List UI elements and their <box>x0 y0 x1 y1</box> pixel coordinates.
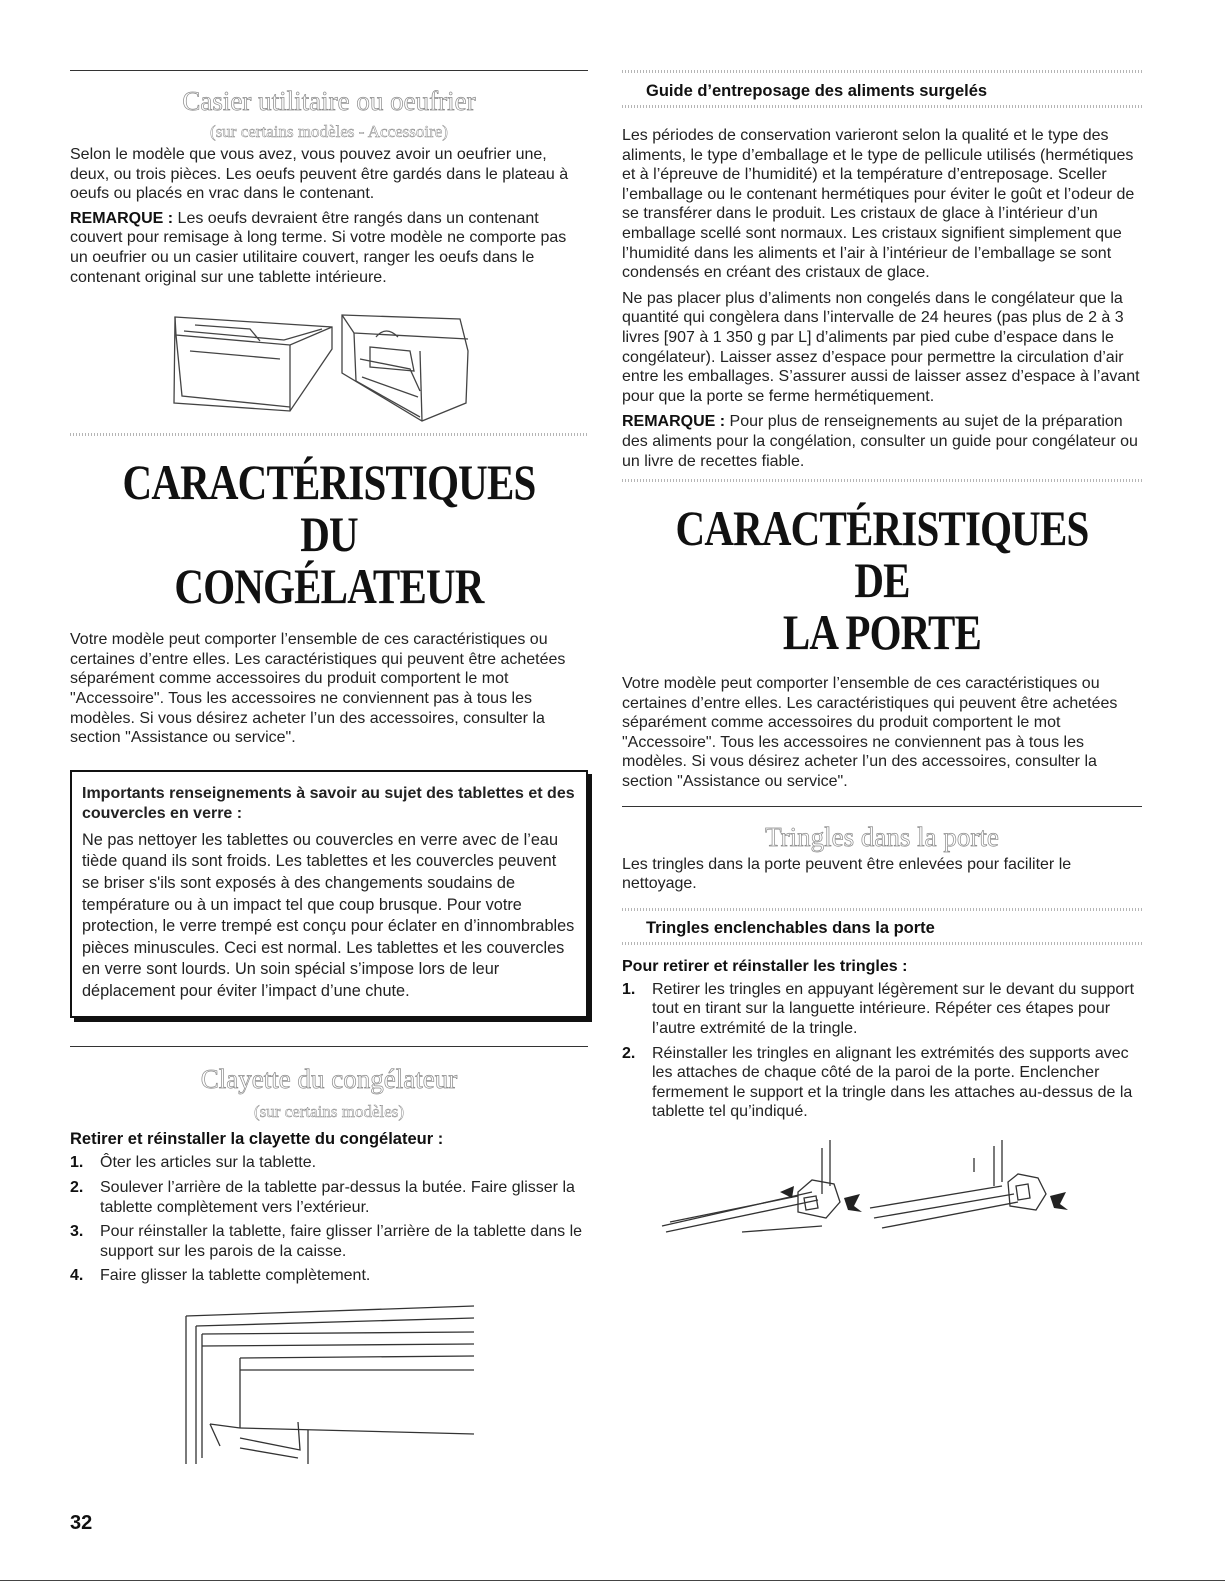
list-item: 1. Retirer les tringles en appuyant légèrement sur le devant du support tout en tirant sur la languette intérieure. Répéter ces étapes pour l’autre extrémité de la tringle. <box>622 980 1135 1038</box>
freezer-intro: Votre modèle peut comporter l’ensemble de ces caractéristiques ou certaines d’entre elles. Les caractéristiques qui peuvent être achetées séparément comme accessoires du produit comportent le mot "Accessoire". Tous les accessoires ne conviennent pas à tous les modèles. Si vous désirez acheter l’un des accessoires, consulter la section "Assistance ou service". <box>70 631 566 747</box>
rails-section-title: Tringles dans la porte <box>765 821 999 852</box>
storage-remark <box>622 412 1142 471</box>
egg-bins-illustration <box>70 311 588 429</box>
section-divider <box>622 105 1142 108</box>
rails-steps-list <box>622 980 1142 1122</box>
freezer-title-line1: CARACTÉRISTIQUES DU <box>122 454 536 563</box>
shelf-steps-list <box>70 1153 588 1286</box>
list-item: 2. Soulever l’arrière de la tablette par-dessus la butée. Faire glisser la tablette complètement vers l’extérieur. <box>70 1179 575 1216</box>
page-number: 32 <box>70 1512 93 1534</box>
egg-paragraph: Selon le modèle que vous avez, vous pouvez avoir un oeufrier une, deux, ou trois pièces. Les oeufs peuvent être gardés dans le plateau à oeufs ou placés en vrac dans le contenant. <box>70 146 569 203</box>
glass-warning-box <box>70 770 588 1019</box>
shelf-instructions-heading: Retirer et réinstaller la clayette du congélateur : <box>70 1130 444 1149</box>
warning-text: Ne pas nettoyer les tablettes ou couvercles en verre avec de l’eau tiède quand ils sont froids. Les tablettes et les couvercles peuvent se briser s'ils sont exposés à des changements soudains de température ou à un impact tel que coup brusque. Pour votre protection, le verre trempé est conçu pour éclater en d’innombrables pièces minuscules. Ceci est normal. Les tablettes et les couvercles en verre sont lourds. Un soin spécial s’impose lors de leur déplacement pour éviter l’impact d’une chute. <box>82 830 575 1000</box>
door-intro: Votre modèle peut comporter l’ensemble de ces caractéristiques ou certaines d’entre elles. Les caractéristiques qui peuvent être achetées séparément comme accessoires du produit comportent le mot "Accessoire". Tous les accessoires ne conviennent pas à tous les modèles. Si vous désirez acheter l’un des accessoires, consulter la section "Assistance ou service". <box>622 675 1118 791</box>
freezer-features-title <box>70 454 588 615</box>
list-item: 2. Réinstaller les tringles en alignant les extrémités des supports avec les attaches de chaque côté de la paroi de la porte. Enclencher fermement le support et la tringle dans les attaches au-dessus de la tablette tel qu’indiqué. <box>622 1044 1133 1121</box>
list-item: 3. Pour réinstaller la tablette, faire glisser l’arrière de la tablette dans le support sur les parois de la caisse. <box>70 1223 583 1260</box>
remark-label: REMARQUE : <box>622 413 726 431</box>
section-divider <box>622 479 1142 482</box>
storage-guide-heading: Guide d’entreposage des aliments surgelés <box>646 82 988 100</box>
section-divider <box>70 70 588 71</box>
rails-instructions-heading: Pour retirer et réinstaller les tringles : <box>622 957 908 975</box>
storage-paragraph-1: Les périodes de conservation varieront selon la qualité et le type des aliments, le type d’emballage et le type de pellicule utilisés (hermétiques et à l’épreuve de l’humidité) et la température d’entreposage. Sceller l’emballage ou le contenant hermétiques pour éviter le goût et l’odeur de se transférer dans le produit. Les cristaux de glace à l’intérieur d’un emballage scellé sont normaux. Les cristaux signifient simplement que l’humidité dans les aliments et l’air à l’intérieur de l’emballage se sont condensés en créant des cristaux de glace. <box>622 127 1135 282</box>
shelf-section-subtitle: (sur certains modèles) <box>253 1102 405 1122</box>
freezer-title-line2: CONGÉLATEUR <box>174 558 484 615</box>
list-item: 4. Faire glisser la tablette complètement. <box>70 1267 371 1285</box>
warning-heading: Importants renseignements à savoir au sujet des tablettes et des couvercles en verre : <box>82 784 575 822</box>
snap-rails-heading: Tringles enclenchables dans la porte <box>646 918 935 937</box>
right-column <box>622 70 1142 1236</box>
freezer-shelf-illustration <box>70 1298 588 1468</box>
egg-section-subtitle: (sur certains modèles - Accessoire) <box>210 122 448 141</box>
remark-text: Les oeufs devraient être rangés dans un contenant couvert pour remisage à long terme. Si votre modèle ne comporte pas un oeufrier ou un casier utilitaire couvert, ranger les oeufs dans le contenant original sur une tablette intérieure. <box>70 209 567 286</box>
section-divider <box>70 1046 588 1047</box>
door-title-line1: CARACTÉRISTIQUES DE <box>675 500 1089 609</box>
door-title-line2: LA PORTE <box>782 604 982 661</box>
section-divider <box>622 908 1142 911</box>
rails-paragraph: Les tringles dans la porte peuvent être enlevées pour faciliter le nettoyage. <box>622 855 1072 893</box>
section-divider <box>622 70 1142 73</box>
section-divider <box>70 433 588 436</box>
section-divider <box>622 806 1142 807</box>
remark-text: Pour plus de renseignements au sujet de la préparation des aliments pour la congélation, consulter un guide pour congélateur ou un livre de recettes fiable. <box>622 413 1138 470</box>
door-rails-illustration <box>622 1136 1142 1236</box>
section-divider <box>622 942 1142 945</box>
remark-label: REMARQUE : <box>70 209 174 227</box>
page-bottom-edge <box>0 1580 1225 1581</box>
door-features-title <box>622 500 1142 661</box>
shelf-section-title: Clayette du congélateur <box>200 1064 458 1095</box>
left-column <box>70 70 588 1468</box>
egg-section-title: Casier utilitaire ou oeufrier <box>182 86 476 116</box>
egg-remark <box>70 209 588 287</box>
storage-paragraph-2: Ne pas placer plus d’aliments non congelés dans le congélateur que la quantité qui congèlera dans l’intervalle de 24 heures (pas plus de 2 à 3 livres [907 à 1 350 g par L] d’aliments par pied cube d’espace dans le congélateur). Laisser assez d’espace pour permettre la circulation d’air entre les emballages. S’assurer aussi de laisser assez d’espace à l’avant pour que la porte se ferme hermétiquement. <box>622 289 1140 405</box>
list-item: 1. Ôter les articles sur la tablette. <box>70 1154 317 1172</box>
